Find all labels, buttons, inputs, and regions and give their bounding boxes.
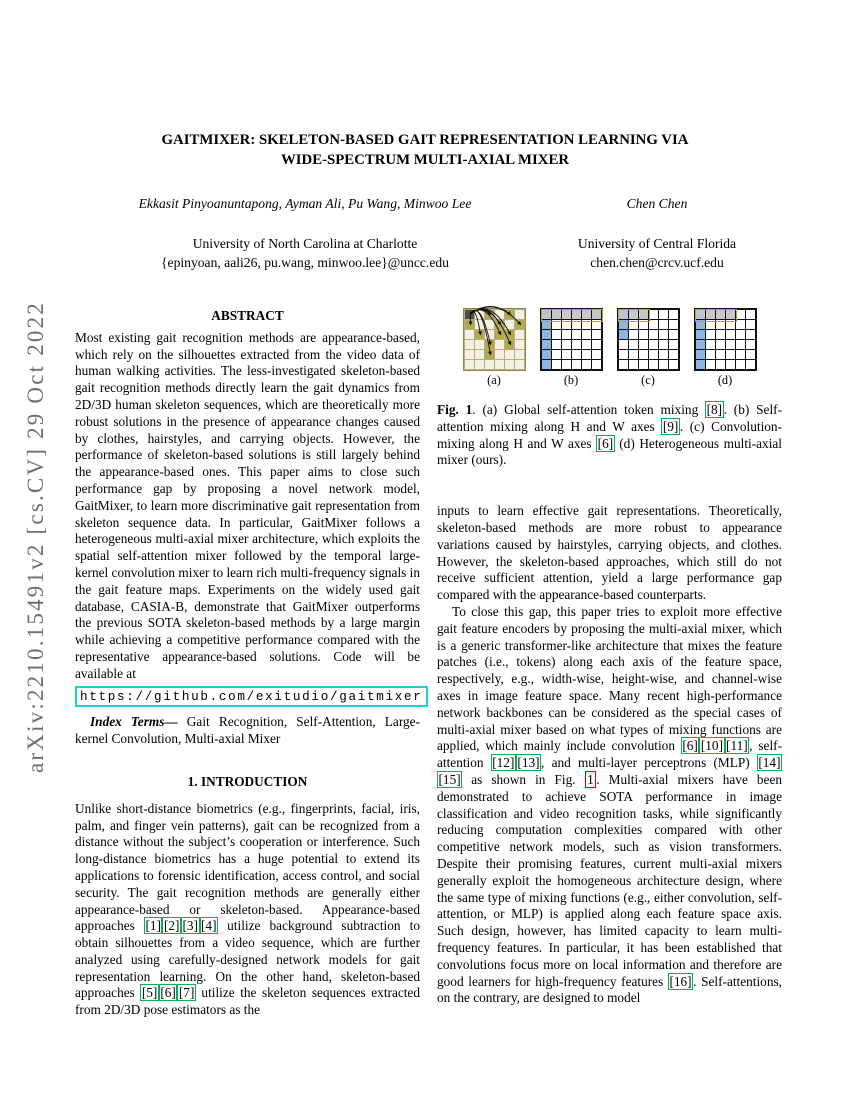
paper-title xyxy=(0,131,850,170)
grid-cell xyxy=(475,350,484,359)
citation-link[interactable]: [12] xyxy=(492,755,515,771)
grid-cell xyxy=(696,360,705,369)
affiliation-right-name: University of Central Florida xyxy=(577,236,737,251)
grid-cell xyxy=(716,360,725,369)
grid-cell xyxy=(542,350,551,359)
grid-cell xyxy=(746,330,755,339)
grid-cell xyxy=(736,310,745,319)
right-column xyxy=(437,300,782,1007)
caption-label: Fig. 1 xyxy=(437,402,473,417)
grid-cell xyxy=(582,330,591,339)
grid-cell xyxy=(639,340,648,349)
grid-cell xyxy=(572,330,581,339)
grid-cell xyxy=(495,350,504,359)
grid-cell xyxy=(726,350,735,359)
panel-label: (c) xyxy=(641,373,655,387)
grid-cell xyxy=(619,350,628,359)
grid-cell xyxy=(736,360,745,369)
grid-cell xyxy=(552,330,561,339)
title-line2: WIDE-SPECTRUM MULTI-AXIAL MIXER xyxy=(280,151,570,168)
grid-cell xyxy=(465,330,474,339)
left-column xyxy=(75,300,423,1019)
grid-cell xyxy=(629,340,638,349)
figure1-panel-c xyxy=(617,308,680,387)
citation-link[interactable]: [6] xyxy=(682,738,698,754)
abstract-text: Most existing gait recognition methods are appearance-based, which rely on the silhouettes extracted from the video data of human walking activities. The less-investigated skeleton-based gait recognition methods directly learn the gait dynamics from 2D/3D human skeleton sequences, which are theoretically more robust solutions in the presence of appearance changes caused by clothes, hairstyles, and carrying objects. However, the performance of skeleton-based solutions is still largely behind the appearance-based ones. This paper aims to close such performance gap by proposing a novel network model, GaitMixer, to learn more discriminative gait representation from skeleton sequence data. In particular, GaitMixer follows a heterogeneous multi-axial mixer architecture, which exploits the spatial self-attention mixer followed by the temporal large-kernel convolution mixer to learn rich multi-frequency signals in the gait feature maps. Experiments on the widely used gait database, CASIA-B, demonstrate that GaitMixer outperforms the previous SOTA skeleton-based methods by a large margin while achieving a competitive performance compared with the representative appearance-based solutions. Code will be available at xyxy=(75,329,420,681)
citation-link[interactable]: [10] xyxy=(700,738,724,754)
grid-cell xyxy=(669,330,678,339)
grid-cell xyxy=(592,340,601,349)
grid-cell xyxy=(542,340,551,349)
grid-cell xyxy=(736,330,745,339)
affiliation-left-email: {epinyoan, aali26, pu.wang, minwoo.lee}@uncc.edu xyxy=(161,255,449,270)
grid-cell xyxy=(572,360,581,369)
grid-cell xyxy=(706,320,715,329)
affiliation-left-name: University of North Carolina at Charlotte xyxy=(192,236,418,251)
grid-cell xyxy=(649,360,658,369)
grid-cell xyxy=(515,320,524,329)
affiliation-right xyxy=(530,234,784,272)
token-grid-c xyxy=(617,308,680,371)
title-line1: GAITMIXER: SKELETON-BASED GAIT REPRESENTATION LEARNING VIA xyxy=(161,132,689,148)
grid-cell xyxy=(475,310,484,319)
grid-cell xyxy=(659,320,668,329)
token-grid-b xyxy=(540,308,603,371)
grid-cell xyxy=(592,350,601,359)
panel-label: (d) xyxy=(717,373,733,387)
grid-cell xyxy=(619,360,628,369)
affiliation-right-email: chen.chen@crcv.ucf.edu xyxy=(590,255,724,270)
grid-cell xyxy=(726,360,735,369)
grid-cell xyxy=(485,320,494,329)
grid-cell xyxy=(746,320,755,329)
grid-cell xyxy=(639,360,648,369)
grid-cell xyxy=(716,350,725,359)
introduction-heading: 1. INTRODUCTION xyxy=(187,773,308,789)
grid-cell xyxy=(505,320,514,329)
grid-cell xyxy=(659,310,668,319)
citation-link[interactable]: [15] xyxy=(438,771,461,787)
grid-cell xyxy=(465,310,474,319)
grid-cell xyxy=(485,330,494,339)
grid-cell xyxy=(495,340,504,349)
grid-cell xyxy=(572,320,581,329)
citation-link[interactable]: [9] xyxy=(662,418,679,434)
grid-cell xyxy=(649,310,658,319)
grid-cell xyxy=(696,310,705,319)
grid-cell xyxy=(619,330,628,339)
grid-cell xyxy=(706,310,715,319)
grid-cell xyxy=(619,310,628,319)
grid-cell xyxy=(465,340,474,349)
grid-cell xyxy=(649,340,658,349)
grid-cell xyxy=(639,320,648,329)
grid-cell xyxy=(716,320,725,329)
grid-cell xyxy=(515,340,524,349)
grid-cell xyxy=(592,330,601,339)
grid-cell xyxy=(495,320,504,329)
grid-cell xyxy=(629,360,638,369)
citation-link[interactable]: [4] xyxy=(201,918,217,934)
grid-cell xyxy=(475,340,484,349)
grid-cell xyxy=(495,330,504,339)
figure1 xyxy=(437,308,782,387)
grid-cell xyxy=(736,320,745,329)
citation-link[interactable]: [6] xyxy=(597,435,614,451)
grid-cell xyxy=(505,330,514,339)
citation-link[interactable]: [5] xyxy=(141,985,158,1001)
citation-link[interactable]: [13] xyxy=(517,755,540,771)
grid-cell xyxy=(619,320,628,329)
grid-cell xyxy=(592,310,601,319)
grid-cell xyxy=(736,350,745,359)
grid-cell xyxy=(465,320,474,329)
grid-cell xyxy=(726,320,735,329)
grid-cell xyxy=(542,310,551,319)
grid-cell xyxy=(716,330,725,339)
grid-cell xyxy=(736,340,745,349)
figure1-panel-a xyxy=(463,308,526,387)
citation-link[interactable]: [14] xyxy=(758,755,781,771)
grid-cell xyxy=(649,320,658,329)
grid-cell xyxy=(552,310,561,319)
right-paragraph-2: To close this gap, this paper tries to exploit more effective gait feature encoders by proposing the multi-axial mixer, which is a generic transformer-like architecture that mixes the feature patches (i.e., tokens) along each axis of the feature space, respectively, e.g., width-wise, height-wise, and channel-wise axes in image feature space. Many recent high-performance network backbones can be considered as the special cases of multi-axial mixer based on what types of mixing functions are applied, which mainly include convolution [6] [10] [11] , self-attention [12] [13] , and multi-layer perceptrons (MLP) [14] [15] as shown in Fig. 1 . Multi-axial mixers have been demonstrated to achieve SOTA performance in image classification and video recognition tasks, while significantly reducing computation complexities compared with other competitive network models, such as vision transformers. Despite their promising features, current multi-axial mixers generally exploit the homogeneous architecture design, where the same type of mixing functions (e.g., either convolution, self-attention, or MLP) is applied along each feature space axis. Such design, however, has limited capacity to learn multi-frequency features. In particular, it has been established that convolutions focus more on local information and therefore are good learners for high-frequency features [16] . Self-attentions, on the contrary, are designed to model xyxy=(437,603,782,1006)
citation-link[interactable]: [6] xyxy=(160,985,176,1001)
citation-link[interactable]: [11] xyxy=(726,738,748,754)
grid-cell xyxy=(746,350,755,359)
github-link[interactable]: https://github.com/exitudio/gaitmixer xyxy=(80,689,423,704)
citation-link[interactable]: [1] xyxy=(145,918,161,934)
grid-cell xyxy=(562,350,571,359)
abstract-heading: ABSTRACT xyxy=(211,308,284,323)
grid-cell xyxy=(505,350,514,359)
grid-cell xyxy=(639,350,648,359)
index-terms xyxy=(75,714,420,748)
index-terms-text: Gait Recognition, Self-Attention, Large-kernel Convolution, Multi-axial Mixer xyxy=(75,714,420,747)
grid-cell xyxy=(592,320,601,329)
grid-cell xyxy=(582,360,591,369)
grid-cell xyxy=(669,350,678,359)
grid-cell xyxy=(746,310,755,319)
grid-cell xyxy=(746,360,755,369)
grid-cell xyxy=(649,350,658,359)
grid-cell xyxy=(552,340,561,349)
token-grid-a xyxy=(463,308,526,371)
grid-cell xyxy=(706,350,715,359)
grid-cell xyxy=(619,340,628,349)
token-grid-d xyxy=(694,308,757,371)
grid-cell xyxy=(572,340,581,349)
grid-cell xyxy=(505,310,514,319)
grid-cell xyxy=(485,310,494,319)
grid-cell xyxy=(495,360,504,369)
grid-cell xyxy=(669,320,678,329)
grid-cell xyxy=(475,320,484,329)
grid-cell xyxy=(552,350,561,359)
grid-cell xyxy=(562,320,571,329)
grid-cell xyxy=(669,310,678,319)
grid-cell xyxy=(659,360,668,369)
grid-cell xyxy=(696,330,705,339)
panel-label: (a) xyxy=(487,373,501,387)
grid-cell xyxy=(726,330,735,339)
grid-cell xyxy=(629,330,638,339)
grid-cell xyxy=(669,360,678,369)
grid-cell xyxy=(706,340,715,349)
grid-cell xyxy=(542,330,551,339)
grid-cell xyxy=(659,340,668,349)
grid-cell xyxy=(706,360,715,369)
grid-cell xyxy=(515,330,524,339)
grid-cell xyxy=(639,330,648,339)
citation-link[interactable]: [7] xyxy=(178,985,195,1001)
grid-cell xyxy=(562,310,571,319)
introduction-paragraph: Unlike short-distance biometrics (e.g., fingerprints, facial, iris, palm, and finger vein patterns), gait can be recognized from a distance without the subject’s cooperation or interference. Such long-distance biometrics has a huge potential to extend its applications to forensic identification, access control, and social security. The gait recognition methods are generally either appearance-based or skeleton-based. Appearance-based approaches [1] [2] [3] [4] utilize background subtraction to obtain silhouettes from a video sequence, which are further analyzed using carefully-designed network models for gait representation learning. On the other hand, skeleton-based approaches [5] [6] [7] utilize the skeleton sequences extracted from 2D/3D pose estimators as the xyxy=(75,800,420,1018)
grid-cell xyxy=(659,350,668,359)
grid-cell xyxy=(465,350,474,359)
figure1-panel-b xyxy=(540,308,603,387)
grid-cell xyxy=(592,360,601,369)
code-link-box xyxy=(75,686,428,708)
figure1-caption: Fig. 1. (a) Global self-attention token mixing [8] . (b) Self-attention mixing along H and W axes [9] . (c) Convolution-mixing along H and W axes [6] (d) Heterogeneous multi-axial mixer (ours). xyxy=(437,402,782,468)
grid-cell xyxy=(696,320,705,329)
grid-cell xyxy=(659,330,668,339)
grid-cell xyxy=(475,330,484,339)
grid-cell xyxy=(485,350,494,359)
grid-cell xyxy=(552,320,561,329)
grid-cell xyxy=(639,310,648,319)
grid-cell xyxy=(726,310,735,319)
panel-label: (b) xyxy=(563,373,579,387)
grid-cell xyxy=(475,360,484,369)
citation-link[interactable]: [8] xyxy=(706,402,723,417)
grid-cell xyxy=(552,360,561,369)
grid-cell xyxy=(629,320,638,329)
figure1-panel-d xyxy=(694,308,757,387)
grid-cell xyxy=(465,360,474,369)
index-terms-label: Index Terms— xyxy=(90,714,178,730)
citation-link[interactable]: [16] xyxy=(669,973,692,989)
authors-left: Ekkasit Pinyoanuntapong, Ayman Ali, Pu Wang, Minwoo Lee xyxy=(138,196,472,211)
citation-link[interactable]: [2] xyxy=(163,918,180,934)
grid-cell xyxy=(562,360,571,369)
right-paragraph-1: inputs to learn effective gait representations. Theoretically, skeleton-based methods are more robust to appearance variations caused by hairstyles, carrying objects, and clothes. However, the skeleton-based approaches, which still do not receive sufficient attention, yield a large performance gap compared with the appearance-based counterparts. xyxy=(437,503,782,603)
grid-cell xyxy=(505,360,514,369)
figure-reference-link[interactable]: 1 xyxy=(585,771,597,788)
grid-cell xyxy=(582,350,591,359)
grid-cell xyxy=(746,340,755,349)
grid-cell xyxy=(669,340,678,349)
grid-cell xyxy=(485,360,494,369)
grid-cell xyxy=(696,350,705,359)
grid-cell xyxy=(582,340,591,349)
grid-cell xyxy=(515,360,524,369)
grid-cell xyxy=(495,310,504,319)
grid-cell xyxy=(582,320,591,329)
grid-cell xyxy=(582,310,591,319)
grid-cell xyxy=(542,360,551,369)
grid-cell xyxy=(649,330,658,339)
grid-cell xyxy=(572,310,581,319)
grid-cell xyxy=(716,310,725,319)
grid-cell xyxy=(515,310,524,319)
grid-cell xyxy=(696,340,705,349)
grid-cell xyxy=(716,340,725,349)
grid-cell xyxy=(629,350,638,359)
grid-cell xyxy=(515,350,524,359)
grid-cell xyxy=(485,340,494,349)
arxiv-watermark: arXiv:2210.15491v2 [cs.CV] 29 Oct 2022 xyxy=(23,301,48,773)
grid-cell xyxy=(572,350,581,359)
grid-cell xyxy=(726,340,735,349)
grid-cell xyxy=(542,320,551,329)
grid-cell xyxy=(706,330,715,339)
affiliation-left xyxy=(75,234,535,272)
grid-cell xyxy=(505,340,514,349)
authors-right: Chen Chen xyxy=(626,196,688,211)
grid-cell xyxy=(562,340,571,349)
grid-cell xyxy=(629,310,638,319)
citation-link[interactable]: [3] xyxy=(182,918,198,934)
grid-cell xyxy=(562,330,571,339)
